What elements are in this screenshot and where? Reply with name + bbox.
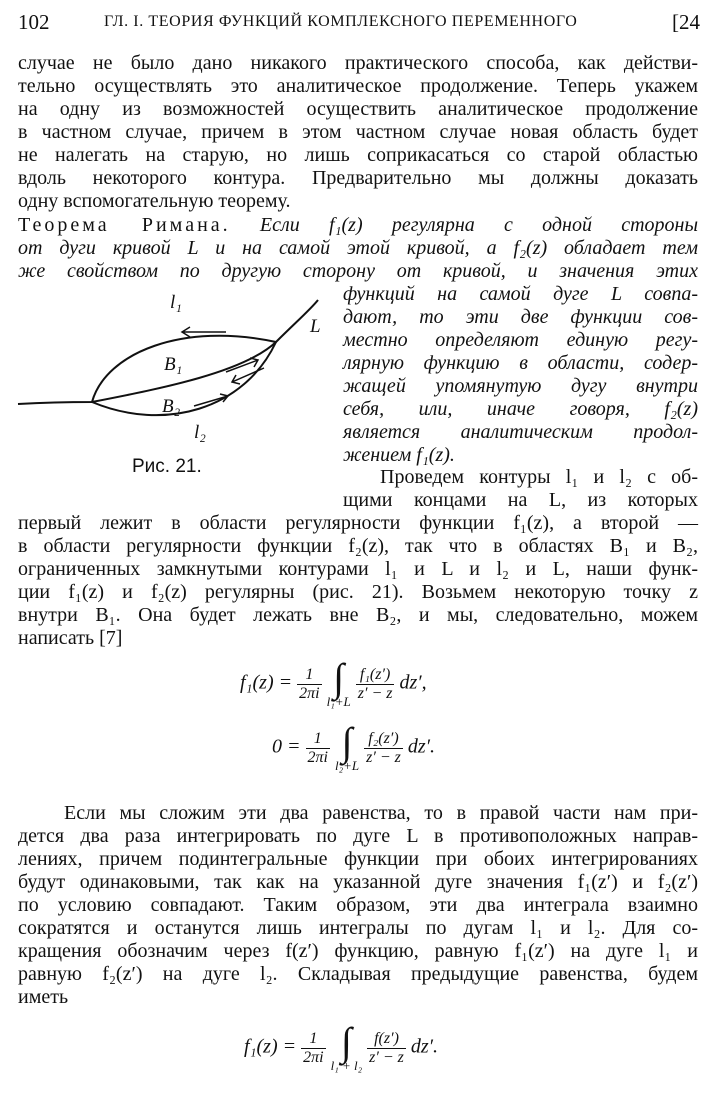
formula-lhs: 0 = — [272, 735, 301, 758]
text-line: равную f₂(z′) на дуге l₂. Складывая предыдущие равенства, будем — [18, 963, 698, 985]
theorem-line: лярную функцию в области, содер- — [343, 352, 698, 374]
text-line: кращения обозначим через f(z′) функцию, равную f₁(z′) на дуге l₁ и — [18, 940, 698, 962]
theorem-line: дают, то эти две функции сов- — [343, 306, 698, 328]
text-line: щими концами на L, из которых — [343, 489, 698, 511]
label-l1: l₁ — [170, 292, 182, 313]
text-line: написать [7] — [18, 627, 123, 649]
integral-limit: l₁ + l₂ — [330, 1058, 363, 1073]
formula-3 — [244, 1019, 439, 1074]
formula-lhs: f₁(z) = — [244, 1035, 297, 1058]
text-line: тельно осуществлять это аналитическое продолжение. Теперь укажем — [18, 75, 698, 97]
formula-tail: dz′. — [410, 1035, 439, 1058]
text-line: по условию совпадают. Таким образом, эти два интеграла взаимно — [18, 894, 698, 916]
theorem-line: жащей упомянутую дугу внутри — [343, 375, 698, 397]
text-line: случае не было дано никакого практического способа, как действи- — [18, 52, 698, 74]
integral-sign — [326, 655, 351, 710]
theorem-line: местно определяют единую регу- — [343, 329, 698, 351]
coef-numerator: 1 — [306, 730, 330, 749]
integrand-denominator: z′ − z — [369, 1048, 404, 1066]
figure-caption: Рис. 21. — [132, 456, 202, 477]
page-number: 102 — [18, 10, 50, 34]
contour-l2 — [92, 342, 276, 415]
curve-L — [18, 300, 318, 404]
text-line: ции f₁(z) и f₂(z) регулярны (рис. 21). Возьмем некоторую точку z — [18, 581, 698, 603]
theorem-first-line — [18, 214, 698, 237]
theorem-text: Если f₁(z) регулярна с одной стороны — [259, 214, 698, 236]
text-line: ограниченных замкнутыми контурами l₁ и L и l₂ и L, наши функ- — [18, 558, 698, 580]
integral-sign — [334, 719, 360, 774]
text-line: лениях, причем подинтегральные функции при обоих интегрированиях — [18, 848, 698, 870]
text-line: вдоль некоторого контура. Предварительно мы должны доказать — [18, 167, 698, 189]
text-line: в области регулярности функции f₂(z), так что в областях B₁ и B₂, — [18, 535, 698, 557]
text-line: будут одинаковыми, так как на указанной дуге значения f₁(z′) и f₂(z′) — [18, 871, 698, 893]
text-line: в частном случае, причем в этом частном случае новая область будет — [18, 121, 698, 143]
theorem-line: себя, или, иначе говоря, f₂(z) — [343, 398, 698, 420]
theorem-line: от дуги кривой L и на самой этой кривой, а f₂(z) обладает тем — [18, 237, 698, 259]
formula-lhs: f₁(z) = — [240, 671, 293, 694]
formula-tail: dz′. — [407, 735, 436, 758]
theorem-line: является аналитическим продол- — [343, 421, 698, 443]
label-B1: B₁ — [164, 354, 183, 375]
theorem-line: функций на самой дуге L совпа- — [343, 283, 698, 305]
integrand-numerator: f₂(z′) — [364, 730, 403, 749]
integral-symbol: ∫ — [333, 655, 345, 700]
coef-numerator: 1 — [297, 666, 321, 685]
integrand — [364, 730, 403, 767]
coef-denominator: 2πi — [307, 748, 328, 766]
theorem-label: Теорема Римана. — [18, 214, 231, 236]
text-line: первый лежит в области регулярности функции f₁(z), а второй — — [18, 512, 698, 534]
text-line: иметь — [18, 986, 69, 1008]
integral-limit: l₂+L — [334, 758, 360, 773]
formula-2 — [272, 719, 436, 774]
coefficient — [306, 730, 330, 767]
text-line: Проведем контуры l₁ и l₂ с об- — [380, 466, 698, 488]
integrand — [356, 666, 395, 703]
theorem-line: жением f₁(z). — [343, 444, 455, 466]
coefficient — [297, 666, 321, 703]
coef-denominator: 2πi — [303, 1048, 324, 1066]
text-line: не налегать на старую, но лишь соприкасаться со старой областью — [18, 144, 698, 166]
theorem-line: же свойством по другую сторону от кривой, и значения этих — [18, 260, 698, 282]
arrow-L-up — [226, 358, 258, 372]
text-line: одну вспомогательную теорему. — [18, 190, 291, 212]
integral-limit: l₁+L — [326, 694, 351, 709]
text-line: Если мы сложим эти два равенства, то в правой части нам при- — [64, 802, 698, 824]
text-line: внутри B₁. Она будет лежать вне B₂, и мы, следовательно, можем — [18, 604, 698, 626]
integral-symbol: ∫ — [340, 1019, 352, 1064]
contour-l1 — [92, 336, 276, 402]
figure-21-diagram — [14, 292, 340, 452]
integrand — [367, 1030, 406, 1067]
integral-symbol: ∫ — [341, 719, 353, 764]
formula-1 — [240, 655, 427, 710]
label-B2: B₂ — [162, 396, 181, 417]
text-line: сократятся и останутся лишь интегралы по дугам l₁ и l₂. Для со- — [18, 917, 698, 939]
integrand-numerator: f(z′) — [367, 1030, 406, 1049]
coef-numerator: 1 — [301, 1030, 325, 1049]
integrand-numerator: f₁(z′) — [356, 666, 395, 685]
coefficient — [301, 1030, 325, 1067]
label-L: L — [310, 316, 321, 337]
coef-denominator: 2πi — [299, 684, 320, 702]
running-header — [18, 10, 700, 36]
label-l2: l₂ — [194, 422, 206, 443]
text-line: дется два раза интегрировать по дуге L в противоположных направ- — [18, 825, 698, 847]
section-number: [24 — [672, 10, 700, 34]
integrand-denominator: z′ − z — [366, 748, 401, 766]
chapter-title: ГЛ. I. ТЕОРИЯ ФУНКЦИЙ КОМПЛЕКСНОГО ПЕРЕМЕННОГО — [104, 13, 578, 30]
text-line: на одну из возможностей осуществить аналитическое продолжение — [18, 98, 698, 120]
formula-tail: dz′, — [399, 671, 427, 694]
integral-sign — [330, 1019, 363, 1074]
integrand-denominator: z′ − z — [357, 684, 393, 702]
